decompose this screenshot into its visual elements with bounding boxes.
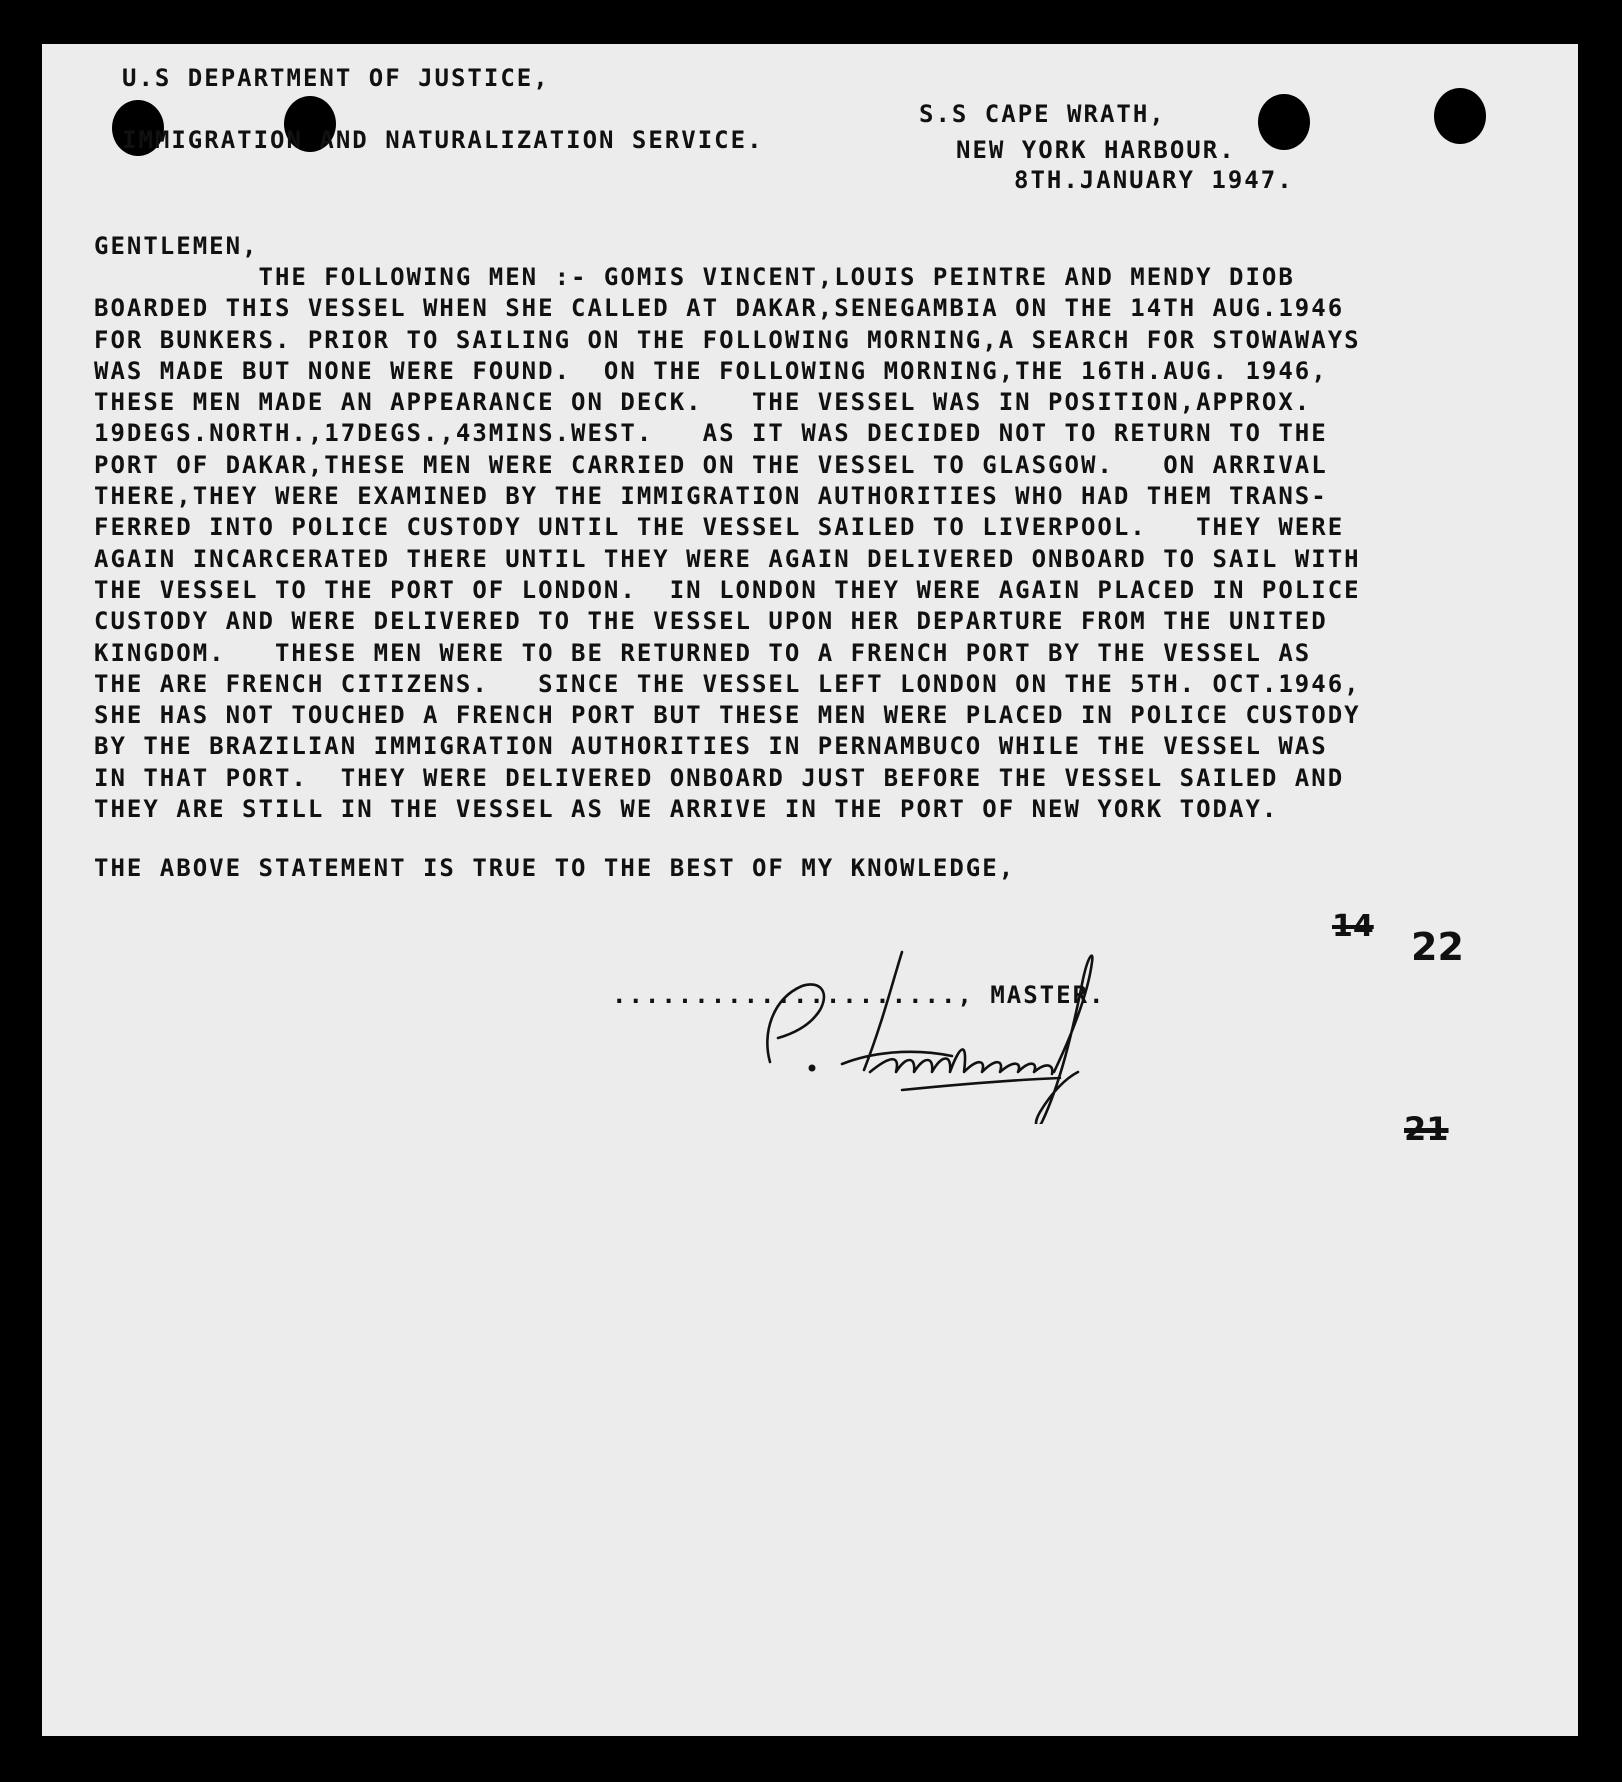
page-number: 22 [1411,925,1464,969]
struck-page-number: 21 [1404,1110,1449,1148]
vessel-location: NEW YORK HARBOUR. [956,136,1236,164]
body-line: IN THAT PORT. THEY WERE DELIVERED ONBOARD JUST BEFORE THE VESSEL SAILED AND [94,763,1345,792]
letter-body [94,262,1361,825]
handwritten-signature [742,944,1162,1124]
body-line: THESE MEN MADE AN APPEARANCE ON DECK. THE VESSEL WAS IN POSITION,APPROX. [94,388,1312,417]
body-line: CUSTODY AND WERE DELIVERED TO THE VESSEL UPON HER DEPARTURE FROM THE UNITED [94,607,1328,636]
body-line: BOARDED THIS VESSEL WHEN SHE CALLED AT DAKAR,SENEGAMBIA ON THE 14TH AUG.1946 [94,294,1345,323]
department-heading: U.S DEPARTMENT OF JUSTICE, [122,64,550,92]
body-line: BY THE BRAZILIAN IMMIGRATION AUTHORITIES IN PERNAMBUCO WHILE THE VESSEL WAS [94,732,1328,761]
vessel-name: S.S CAPE WRATH, [919,100,1166,128]
body-line: THE ARE FRENCH CITIZENS. SINCE THE VESSEL LEFT LONDON ON THE 5TH. OCT.1946, [94,669,1361,698]
body-line: THERE,THEY WERE EXAMINED BY THE IMMIGRATION AUTHORITIES WHO HAD THEM TRANS- [94,482,1328,511]
service-heading: IMMIGRATION AND NATURALIZATION SERVICE. [122,126,764,154]
body-line: THE FOLLOWING MEN :- GOMIS VINCENT,LOUIS PEINTRE AND MENDY DIOB [94,263,1295,291]
body-line: WAS MADE BUT NONE WERE FOUND. ON THE FOLLOWING MORNING,THE 16TH.AUG. 1946, [94,356,1328,385]
body-line: SHE HAS NOT TOUCHED A FRENCH PORT BUT THESE MEN WERE PLACED IN POLICE CUSTODY [94,701,1361,730]
salutation: GENTLEMEN, [94,232,259,260]
punch-hole [1434,88,1486,144]
punch-hole [1258,94,1310,150]
body-line: THEY ARE STILL IN THE VESSEL AS WE ARRIVE IN THE PORT OF NEW YORK TODAY. [94,795,1279,824]
body-line: 19DEGS.NORTH.,17DEGS.,43MINS.WEST. AS IT WAS DECIDED NOT TO RETURN TO THE [94,419,1328,448]
body-line: PORT OF DAKAR,THESE MEN WERE CARRIED ON THE VESSEL TO GLASGOW. ON ARRIVAL [94,450,1328,479]
body-line: AGAIN INCARCERATED THERE UNTIL THEY WERE AGAIN DELIVERED ONBOARD TO SAIL WITH [94,544,1361,573]
body-line: THE VESSEL TO THE PORT OF LONDON. IN LONDON THEY WERE AGAIN PLACED IN POLICE [94,575,1361,604]
signature-line: ....................., MASTER. [612,981,1106,1009]
letter-date: 8TH.JANUARY 1947. [1014,166,1294,194]
body-line: FERRED INTO POLICE CUSTODY UNTIL THE VESSEL SAILED TO LIVERPOOL. THEY WERE [94,513,1345,542]
document-page [42,44,1578,1736]
struck-page-number: 14 [1332,909,1374,944]
closing-statement: THE ABOVE STATEMENT IS TRUE TO THE BEST OF MY KNOWLEDGE, [94,854,1016,882]
body-line: FOR BUNKERS. PRIOR TO SAILING ON THE FOLLOWING MORNING,A SEARCH FOR STOWAWAYS [94,325,1361,354]
body-line: KINGDOM. THESE MEN WERE TO BE RETURNED TO A FRENCH PORT BY THE VESSEL AS [94,638,1312,667]
